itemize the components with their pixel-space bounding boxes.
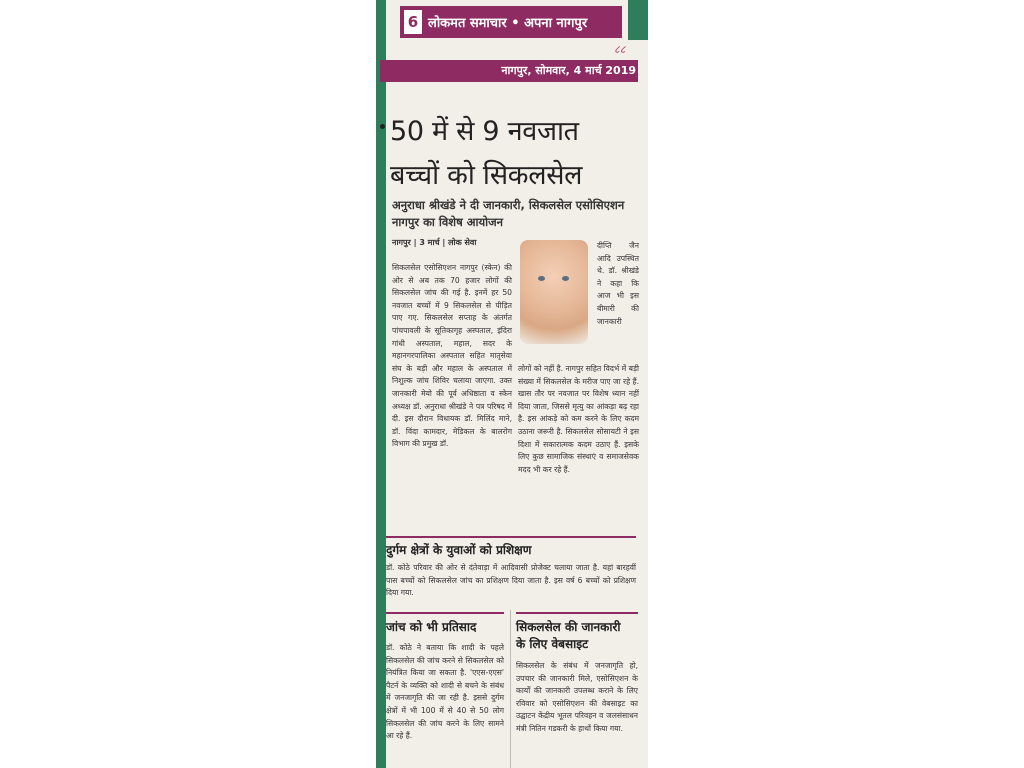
masthead-title: लोकमत समाचार • अपना नागपुर xyxy=(428,16,588,31)
photo-eye-left xyxy=(538,276,545,281)
masthead-bar xyxy=(400,6,622,38)
section-website-body: सिकलसेल के संबंध में जनजागृति हो, उपचार की जानकारी मिले, एसोसिएशन के कार्यों की जानकारी उपलब्ध कराने के लिए रविवार को एसोसिएशन की वेबसाइट का उद्घाटन केंद्रीय भूतल परिवहन व जलसंसाधन मंत्री नितिन गडकरी के हाथों किया गया. xyxy=(516,661,638,733)
handwritten-mark: ८८ xyxy=(614,43,626,56)
article-column-1: सिकलसेल एसोसिएशन नागपुर (स्केन) की ओर से अब तक 70 हजार लोगों की सिकलसेल जांच की गई है. इनमें हर 50 नवजात बच्चों में 9 सिकलसेल से पीड़ित पाए गए. सिकलसेल सप्ताह के अंतर्गत पांचपावली के सूतिकागृह अस्पताल, इंदिरा गांधी अस्पताल, महाल, सदर के महानगरपालिका अस्पताल सहित मातृसेवा संघ के बड़ी और महाल के अस्पताल में निशुल्क जांच शिविर चलाया जाएगा. उक्त जानकारी मेयो की पूर्व अधिष्ठाता व स्केन अध्यक्ष डॉ. अनुराधा श्रीखंडे ने पत्र परिषद में दी. इस दौरान विधायक डॉ. मिलिंद माने, डॉ. विंदा कामदार, मेडिकल के बालरोग विभाग की प्रमुख डॉ. xyxy=(392,263,512,449)
section-website-title-2: के लिए वेबसाइट xyxy=(516,637,589,651)
subheadline: अनुराधा श्रीखंडे ने दी जानकारी, सिकलसेल एसोसिएशन नागपुर का विशेष आयोजन xyxy=(392,198,625,229)
column-divider xyxy=(510,610,511,768)
section-testing-body: डॉ. कोठे ने बताया कि शादी के पहले सिकलसेल की जांच करने से सिकलसेल को नियंत्रित किया जा सकता है. 'एएस-एएस' पैटर्न के व्यक्ति को शादी से बचने के संबंध में जनजागृति की जा रही है. इससे दुर्गम क्षेत्रों में भी 100 में से 40 से 50 लोग सिकलसेल की जांच करने के लिए सामने आ रहे हैं. xyxy=(386,643,504,741)
green-edge-strip xyxy=(376,0,386,768)
section-testing xyxy=(386,612,504,635)
photo-eye-right xyxy=(562,276,569,281)
baby-photo xyxy=(520,240,588,344)
section-training xyxy=(386,536,636,558)
section-training-body: डॉ. कोठे परिवार की ओर से दंतेवाड़ा में आदिवासी प्रोजेक्ट चलाया जाता है. यहां बारहवीं पास बच्चों को सिकलसेल जांच का प्रशिक्षण दिया जाता है. इस वर्ष 6 बच्चों को प्रशिक्षण दिया गया. xyxy=(386,563,636,598)
section-website-title-1: सिकलसेल की जानकारी xyxy=(516,620,621,634)
headline-line-1: 50 में से 9 नवजात xyxy=(390,116,579,147)
article-column-2-top: दीप्ति जैन आदि उपस्थित थे. डॉ. श्रीखंडे ने कहा कि आज भी इस बीमारी की जानकारी xyxy=(597,241,639,326)
page-number: 6 xyxy=(404,10,422,34)
headline-bullet xyxy=(380,124,385,129)
section-website xyxy=(516,612,638,652)
section-testing-title: जांच को भी प्रतिसाद xyxy=(386,620,477,634)
headline xyxy=(390,110,640,198)
section-training-title: दुर्गम क्षेत्रों के युवाओं को प्रशिक्षण xyxy=(386,543,532,557)
green-corner-strip xyxy=(628,0,648,40)
article-column-2-bottom: लोगों को नहीं है. नागपुर सहित विदर्भ में बड़ी संख्या में सिकलसेल के मरीज पाए जा रहे हैं. खास तौर पर नवजात पर विशेष ध्यान नहीं दिया जाता, जिससे मृत्यु का आंकड़ा बढ़ रहा है. इस आंकड़े को कम करने के लिए कदम उठाना जरूरी है. सिकलसेल सोसायटी ने इस दिशा में सकारात्मक कदम उठाए हैं. इसके लिए कुछ सामाजिक संस्थाएं व समाजसेवक मदद भी कर रहे हैं. xyxy=(518,364,639,474)
byline: नागपुर | 3 मार्च | लोक सेवा xyxy=(392,238,477,247)
headline-line-2: बच्चों को सिकलसेल xyxy=(390,160,583,191)
dateline: नागपुर, सोमवार, 4 मार्च 2019 xyxy=(380,60,638,82)
